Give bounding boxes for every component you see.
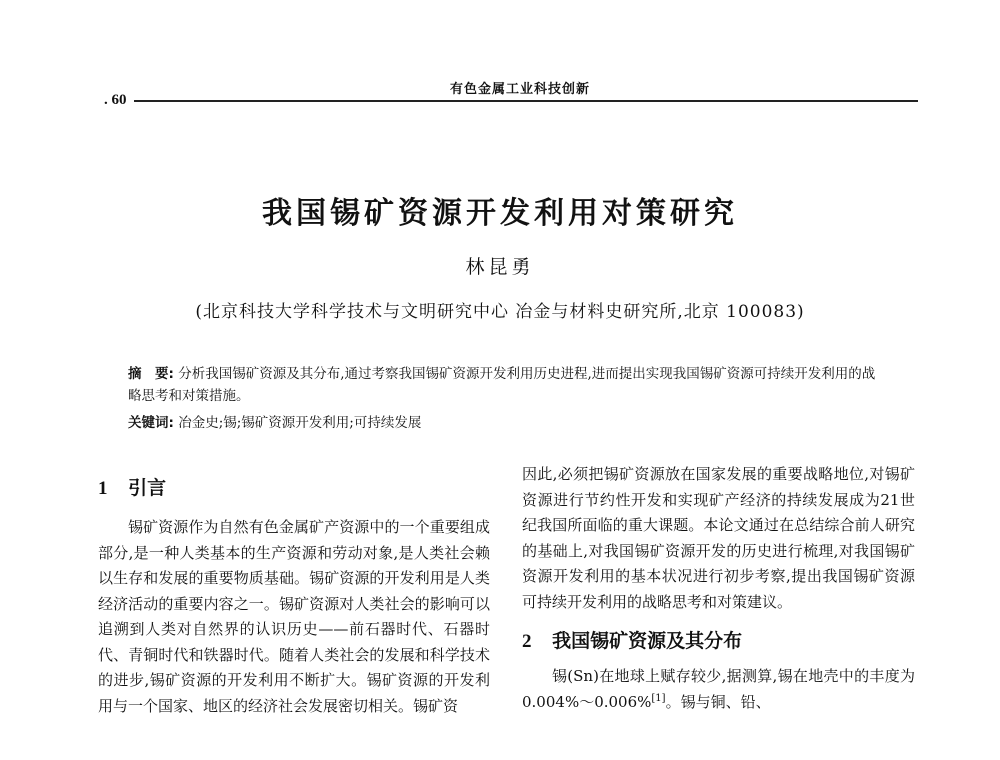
- keywords-label: 关键词:: [128, 415, 174, 431]
- paper-title: 我国锡矿资源开发利用对策研究: [262, 196, 738, 231]
- section-1-paragraph: 锡矿资源作为自然有色金属矿产资源中的一个重要组成部分,是一种人类基本的生产资源和劳动对象,是人类社会赖以生存和发展的重要物质基础。锡矿资源的开发利用是人类经济活动的重要内容之一。锡矿资源对人类社会的影响可以追溯到人类对自然界的认识历史——前石器时代、石器时代、青铜时代和铁器时代。随着人类社会的发展和科学技术的进步,锡矿资源的开发利用不断扩大。锡矿资源的开发利用与一个国家、地区的经济社会发展密切相关。锡矿资: [98, 518, 490, 715]
- header-rule: [134, 100, 918, 102]
- affiliation: (北京科技大学科学技术与文明研究中心 冶金与材料史研究所,北京 100083): [195, 302, 805, 322]
- page-number: . 60: [104, 92, 127, 108]
- author: 林昆勇: [465, 256, 535, 278]
- section-1-heading: [98, 474, 490, 503]
- section-2-number: 2: [522, 631, 532, 652]
- abstract-text: 分析我国锡矿资源及其分布,通过考察我国锡矿资源开发利用历史进程,进而提出实现我国锡矿资源可持续开发利用的战略思考和对策措施。: [128, 366, 876, 404]
- journal-title: 有色金属工业科技创新: [449, 82, 590, 97]
- section-2-text-end: 。锡与铜、铅、: [665, 692, 771, 711]
- right-column: [522, 462, 915, 715]
- citation-1: [1]: [651, 692, 666, 704]
- keywords-text: 冶金史;锡;锡矿资源开发利用;可持续发展: [178, 415, 422, 431]
- section-2-paragraph: [522, 664, 915, 715]
- section-1-title: 引言: [128, 477, 167, 499]
- section-2-heading: [522, 627, 915, 656]
- abstract: [128, 363, 888, 407]
- continuation-paragraph: 因此,必须把锡矿资源放在国家发展的重要战略地位,对锡矿资源进行节约性开发和实现矿产经济的持续发展成为21世纪我国所面临的重大课题。本论文通过在总结综合前人研究的基础上,对我国锡矿资源开发的历史进行梳理,对我国锡矿资源开发利用的基本状况进行初步考察,提出我国锡矿资源可持续开发利用的战略思考和对策建议。: [522, 465, 915, 611]
- section-1-number: 1: [98, 478, 108, 499]
- abstract-label: 摘 要:: [128, 366, 174, 382]
- section-2-title: 我国锡矿资源及其分布: [552, 630, 743, 652]
- section-2-text-start: 锡(Sn)在地球上赋存较少,据测算,锡在地壳中的丰度为0.004%～0.006%: [522, 667, 915, 711]
- left-column: [98, 474, 490, 719]
- keywords: [128, 412, 888, 434]
